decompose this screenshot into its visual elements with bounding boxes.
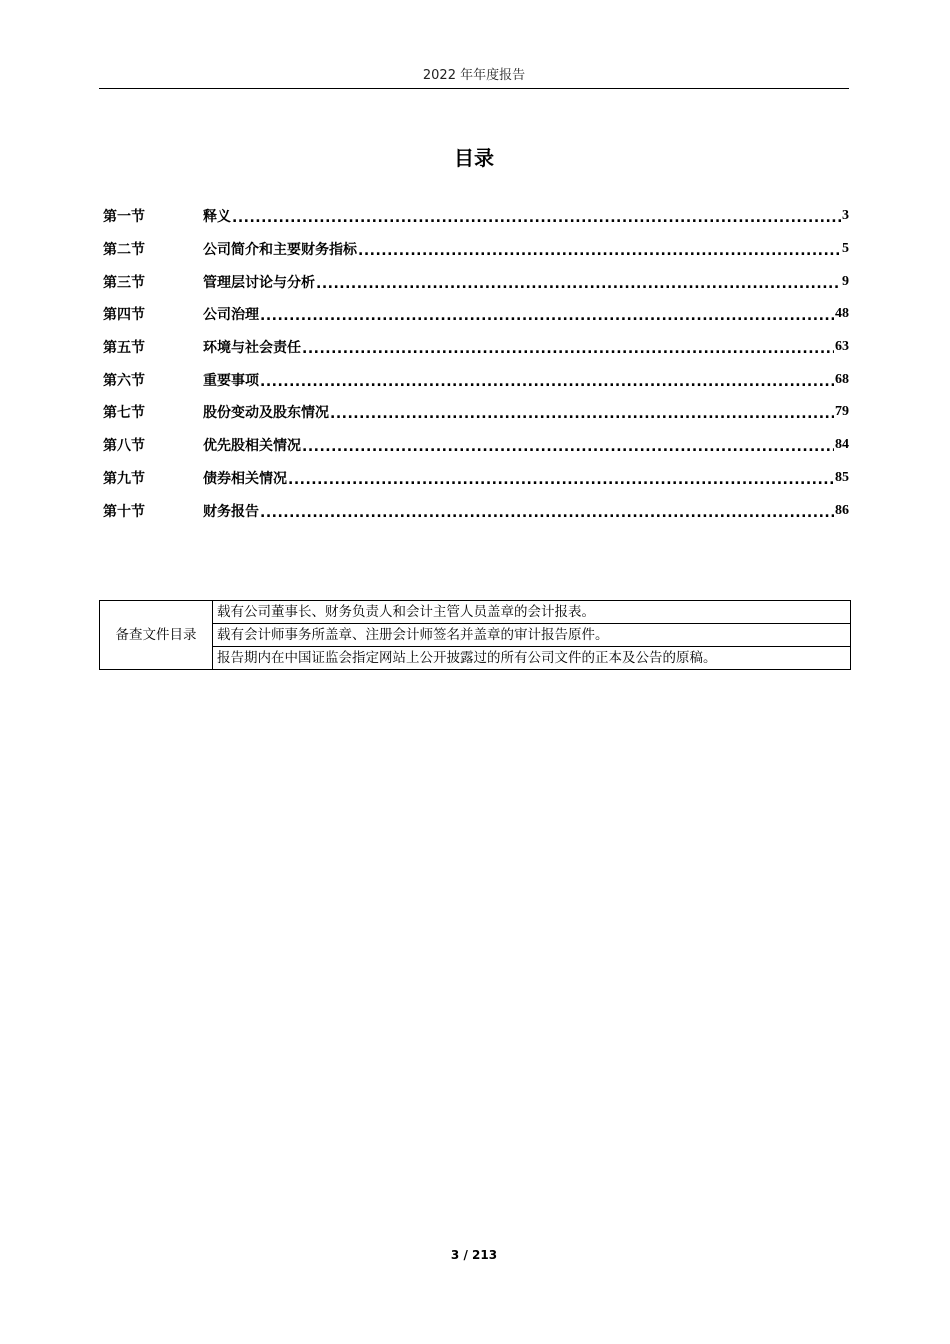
toc-section-title: 管理层讨论与分析 <box>203 274 315 291</box>
toc-entry-9[interactable] <box>103 462 849 495</box>
toc-page-number: 79 <box>835 404 849 420</box>
toc-page-number: 84 <box>835 437 849 453</box>
toc-page-number: 85 <box>835 469 849 485</box>
toc-section-number: 第六节 <box>103 372 145 389</box>
table-row <box>100 601 851 624</box>
toc-section-title: 优先股相关情况 <box>203 438 301 455</box>
toc-dot-leader <box>358 243 841 259</box>
table-of-contents <box>103 200 849 527</box>
reference-doc-item: 载有会计师事务所盖章、注册会计师签名并盖章的审计报告原件。 <box>213 624 851 647</box>
toc-section-number: 第七节 <box>103 405 145 422</box>
page-header: 2022 年年度报告 <box>422 68 526 83</box>
reference-docs-label: 备查文件目录 <box>100 601 213 670</box>
toc-section-title: 公司治理 <box>203 307 259 324</box>
toc-section-number: 第八节 <box>103 438 145 455</box>
toc-entry-1[interactable] <box>103 200 849 233</box>
toc-section-number: 第四节 <box>103 307 145 324</box>
toc-page-number: 9 <box>842 273 849 289</box>
toc-dot-leader <box>260 308 834 324</box>
toc-section-number: 第五节 <box>103 340 145 357</box>
toc-dot-leader <box>316 276 841 292</box>
toc-page-number: 48 <box>835 306 849 322</box>
toc-page-number: 5 <box>842 241 849 257</box>
toc-entry-8[interactable] <box>103 429 849 462</box>
toc-entry-10[interactable] <box>103 494 849 527</box>
toc-section-number: 第一节 <box>103 209 145 226</box>
toc-entry-2[interactable] <box>103 233 849 266</box>
toc-section-title: 债券相关情况 <box>203 470 287 487</box>
toc-section-title: 财务报告 <box>203 503 259 520</box>
toc-dot-leader <box>260 505 834 521</box>
toc-dot-leader <box>330 406 834 422</box>
toc-page-number: 68 <box>835 371 849 387</box>
reference-doc-item: 载有公司董事长、财务负责人和会计主管人员盖章的会计报表。 <box>213 601 851 624</box>
reference-documents-table <box>99 600 851 670</box>
toc-dot-leader <box>260 374 834 390</box>
toc-dot-leader <box>302 439 834 455</box>
toc-entry-5[interactable] <box>103 331 849 364</box>
toc-dot-leader <box>232 210 841 226</box>
toc-section-number: 第三节 <box>103 274 145 291</box>
toc-entry-3[interactable] <box>103 265 849 298</box>
toc-section-number: 第二节 <box>103 242 145 259</box>
table-row <box>100 647 851 670</box>
toc-page-number: 3 <box>842 208 849 224</box>
toc-section-number: 第九节 <box>103 470 145 487</box>
toc-section-title: 股份变动及股东情况 <box>203 405 329 422</box>
toc-entry-6[interactable] <box>103 363 849 396</box>
reference-doc-item: 报告期内在中国证监会指定网站上公开披露过的所有公司文件的正本及公告的原稿。 <box>213 647 851 670</box>
page-number: 3 / 213 <box>450 1248 498 1262</box>
toc-page-number: 63 <box>835 339 849 355</box>
toc-dot-leader <box>302 341 834 357</box>
header-divider <box>99 88 849 89</box>
toc-entry-7[interactable] <box>103 396 849 429</box>
toc-section-title: 公司简介和主要财务指标 <box>203 242 357 259</box>
toc-title: 目录 <box>454 146 494 170</box>
toc-dot-leader <box>288 472 834 488</box>
toc-entry-4[interactable] <box>103 298 849 331</box>
table-row <box>100 624 851 647</box>
toc-section-title: 重要事项 <box>203 372 259 389</box>
toc-section-title: 释义 <box>203 209 231 226</box>
toc-section-number: 第十节 <box>103 503 145 520</box>
toc-section-title: 环境与社会责任 <box>203 340 301 357</box>
toc-page-number: 86 <box>835 502 849 518</box>
